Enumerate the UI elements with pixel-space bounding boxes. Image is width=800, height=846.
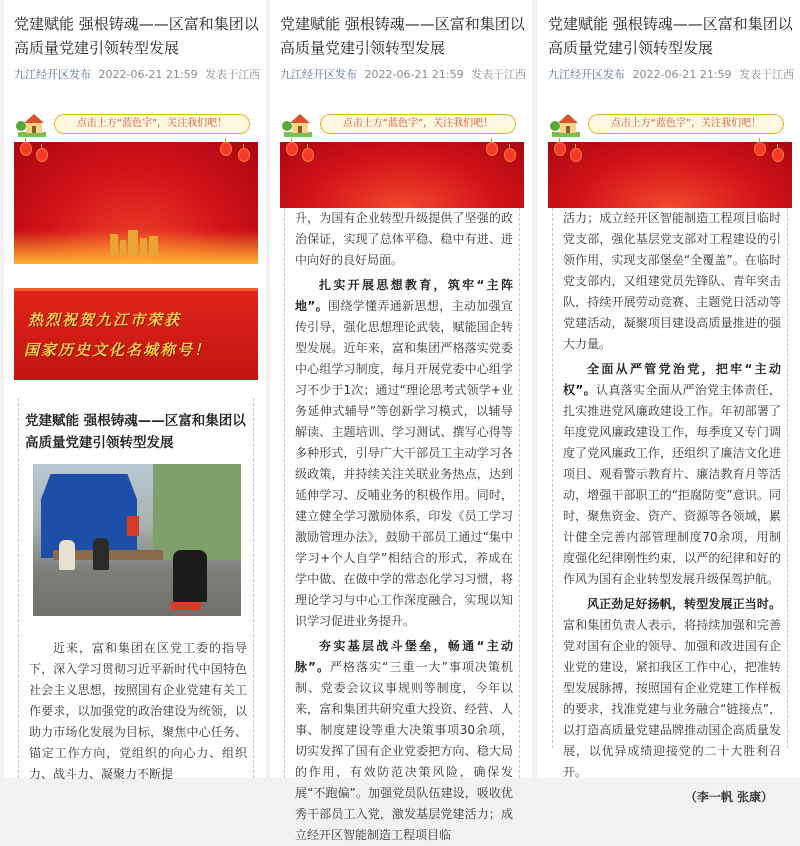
lantern-icon	[36, 148, 48, 162]
section-heading: 风正劲足好扬帆，转型发展正当时。	[587, 597, 781, 611]
lantern-icon	[504, 148, 516, 162]
event-photo	[33, 464, 241, 616]
publish-datetime: 2022-06-21 21:59	[364, 68, 464, 81]
author-signature: （李一帆 张康）	[684, 790, 773, 804]
source-link[interactable]: 九江经开区发布	[14, 68, 91, 81]
publish-location: 发表于江西	[739, 68, 795, 81]
paragraph: 夯实基层战斗堡垒，畅通“主动脉”。严格落实“三重一大”事项决策机制、党委会议议事规则等制度，今年以来，富和集团共研究重大投资、经营、人事、制度建设等重大决策事项30余项，切实发挥了国有企业党委把方向、稳大局的作用，有效防范决策风险，确保发展“不跑偏”。加强党员队伍建设，吸收优秀干部员工入党，激发基层党建活力；成立经开区智能制造工程项目临	[295, 639, 514, 842]
paragraph: 升，为国有企业转型升级提供了坚强的政治保证，实现了总体平稳、稳中有进、进中向好的良好局面。	[295, 211, 513, 267]
lantern-icon	[20, 142, 32, 156]
page-title: 党建赋能 强根铸魂——区富和集团以高质量党建引领转型发展	[548, 15, 793, 57]
article-panel-3	[538, 0, 800, 804]
article-meta	[548, 66, 798, 82]
festive-banner	[280, 142, 524, 208]
article-panel-1	[4, 0, 266, 781]
article-heading: 党建赋能 强根铸魂——区富和集团以高质量党建引领转型发展	[25, 413, 246, 451]
follow-prompt-bar[interactable]	[280, 108, 524, 138]
lantern-icon	[486, 142, 498, 156]
article-meta	[280, 66, 530, 82]
stool-shape	[171, 602, 201, 610]
section-heading: 夯实基层战斗堡垒，畅通“主动脉”。	[295, 639, 513, 674]
section-heading: 扎实开展思想教育，筑牢“主阵地”。	[295, 278, 513, 313]
page-title: 党建赋能 强根铸魂——区富和集团以高质量党建引领转型发展	[280, 15, 525, 57]
paragraph: 近来，富和集团在区党工委的指导下，深入学习贯彻习近平新时代中国特色社会主义思想，按照国有企业党建有关工作要求，以加强党的政治建设为统领，以助力市场化发展为目标，聚焦中心任务、锚定工作方向，党组织的向心力、组织力、战斗力、凝聚力不断提	[29, 641, 247, 781]
lantern-icon	[754, 142, 766, 156]
section-heading: 全面从严管党治党，把牢“主动权”。	[563, 362, 781, 397]
house-icon	[282, 112, 314, 138]
lantern-icon	[570, 148, 582, 162]
follow-prompt-text: 点击上方“蓝色字”，关注我们吧！	[588, 114, 784, 134]
person-shape	[173, 550, 207, 602]
slogan-line-1: 热烈祝贺九江市荣获	[28, 311, 182, 329]
tent-shape	[41, 474, 137, 558]
paragraph: 扎实开展思想教育，筑牢“主阵地”。围绕学懂弄通新思想，主动加强宣传引导，强化思想理论武装，赋能国企转型发展。近年来，富和集团严格落实党委中心组学习制度，每月开展党委中心组学习不少于1次；通过“理论思考式领学+业务延伸式辅导”等创新学习模式，以辅导解读、主题培训、学习测试、撰写心得等多种形式，引导广大干部员工主动学习各级政策，并持续关注关联业务热点，达到延伸学习、反哺业务的积极作用。同时，建立健全学习激励体系，印发《员工学习激励管理办法》，鼓励干部员工通过“集中学习+个人自学”相结合的形式，养成在学中做、在做中学的常态化学习习惯，将理论学习与中心工作深度融合，实现以知识学习促进业务提升。	[295, 278, 513, 628]
follow-prompt-bar[interactable]	[548, 108, 792, 138]
lantern-icon	[238, 148, 250, 162]
follow-prompt-text: 点击上方“蓝色字”，关注我们吧！	[320, 114, 516, 134]
source-link[interactable]: 九江经开区发布	[280, 68, 357, 81]
article-panel-2	[270, 0, 532, 842]
source-link[interactable]: 九江经开区发布	[548, 68, 625, 81]
festive-banner	[14, 142, 258, 264]
slogan-line-2: 国家历史文化名城称号！	[24, 341, 212, 359]
paragraph: 全面从严管党治党，把牢“主动权”。认真落实全面从严治党主体责任，扎实推进党风廉政建设工作。年初部署了年度党风廉政建设工作，每季度又专门调度了党风廉政工作，还组织了廉洁文化进项目、观看警示教育片、廉洁教育月等活动，增强干部职工的“拒腐防变”意识。同时，聚焦资金、资产、资源等各领域，累计健全完善内部管理制度70余项，用制度强化纪律刚性约束，以严的纪律和好的作风为国有企业转型发展升级保驾护航。	[563, 362, 781, 586]
house-icon	[550, 112, 582, 138]
lantern-icon	[554, 142, 566, 156]
lantern-icon	[286, 142, 298, 156]
person-shape	[59, 540, 75, 570]
sign-shape	[127, 516, 139, 536]
article-body	[18, 398, 254, 781]
lantern-icon	[302, 148, 314, 162]
paragraph: 风正劲足好扬帆，转型发展正当时。富和集团负责人表示，将持续加强和完善党对国有企业的领导、加强和改进国有企业党的建设，紧扣我区工作中心，把准转型发展脉搏，按照国有企业党建工作样板的要求，找准党建与业务融合“链接点”，以打造高质量党建品牌推动国企高质量发展，以优异成绩迎接党的二十大胜利召开。	[563, 597, 781, 779]
publish-datetime: 2022-06-21 21:59	[98, 68, 198, 81]
festive-banner	[548, 142, 792, 208]
article-meta	[14, 66, 264, 82]
lantern-icon	[220, 142, 232, 156]
house-icon	[16, 112, 48, 138]
lantern-icon	[772, 148, 784, 162]
city-skyline	[14, 230, 258, 264]
trees-shape	[153, 464, 241, 560]
follow-prompt-text: 点击上方“蓝色字”，关注我们吧！	[54, 114, 250, 134]
article-body	[284, 208, 520, 842]
article-body	[552, 208, 788, 804]
publish-location: 发表于江西	[205, 68, 261, 81]
publish-location: 发表于江西	[471, 68, 527, 81]
publish-datetime: 2022-06-21 21:59	[632, 68, 732, 81]
person-shape	[93, 538, 109, 570]
follow-prompt-bar[interactable]	[14, 108, 258, 138]
paragraph: 活力；成立经开区智能制造工程项目临时党支部，强化基层党支部对工程建设的引领作用，实现支部堡垒“全覆盖”。在临时党支部内，又组建党员先锋队、青年突击队，持续开展劳动竞赛、主题党日活动等党建活动，凝聚项目建设高质量推进的强大力量。	[563, 211, 781, 351]
page-title: 党建赋能 强根铸魂——区富和集团以高质量党建引领转型发展	[14, 15, 259, 57]
slogan-banner	[14, 288, 258, 380]
